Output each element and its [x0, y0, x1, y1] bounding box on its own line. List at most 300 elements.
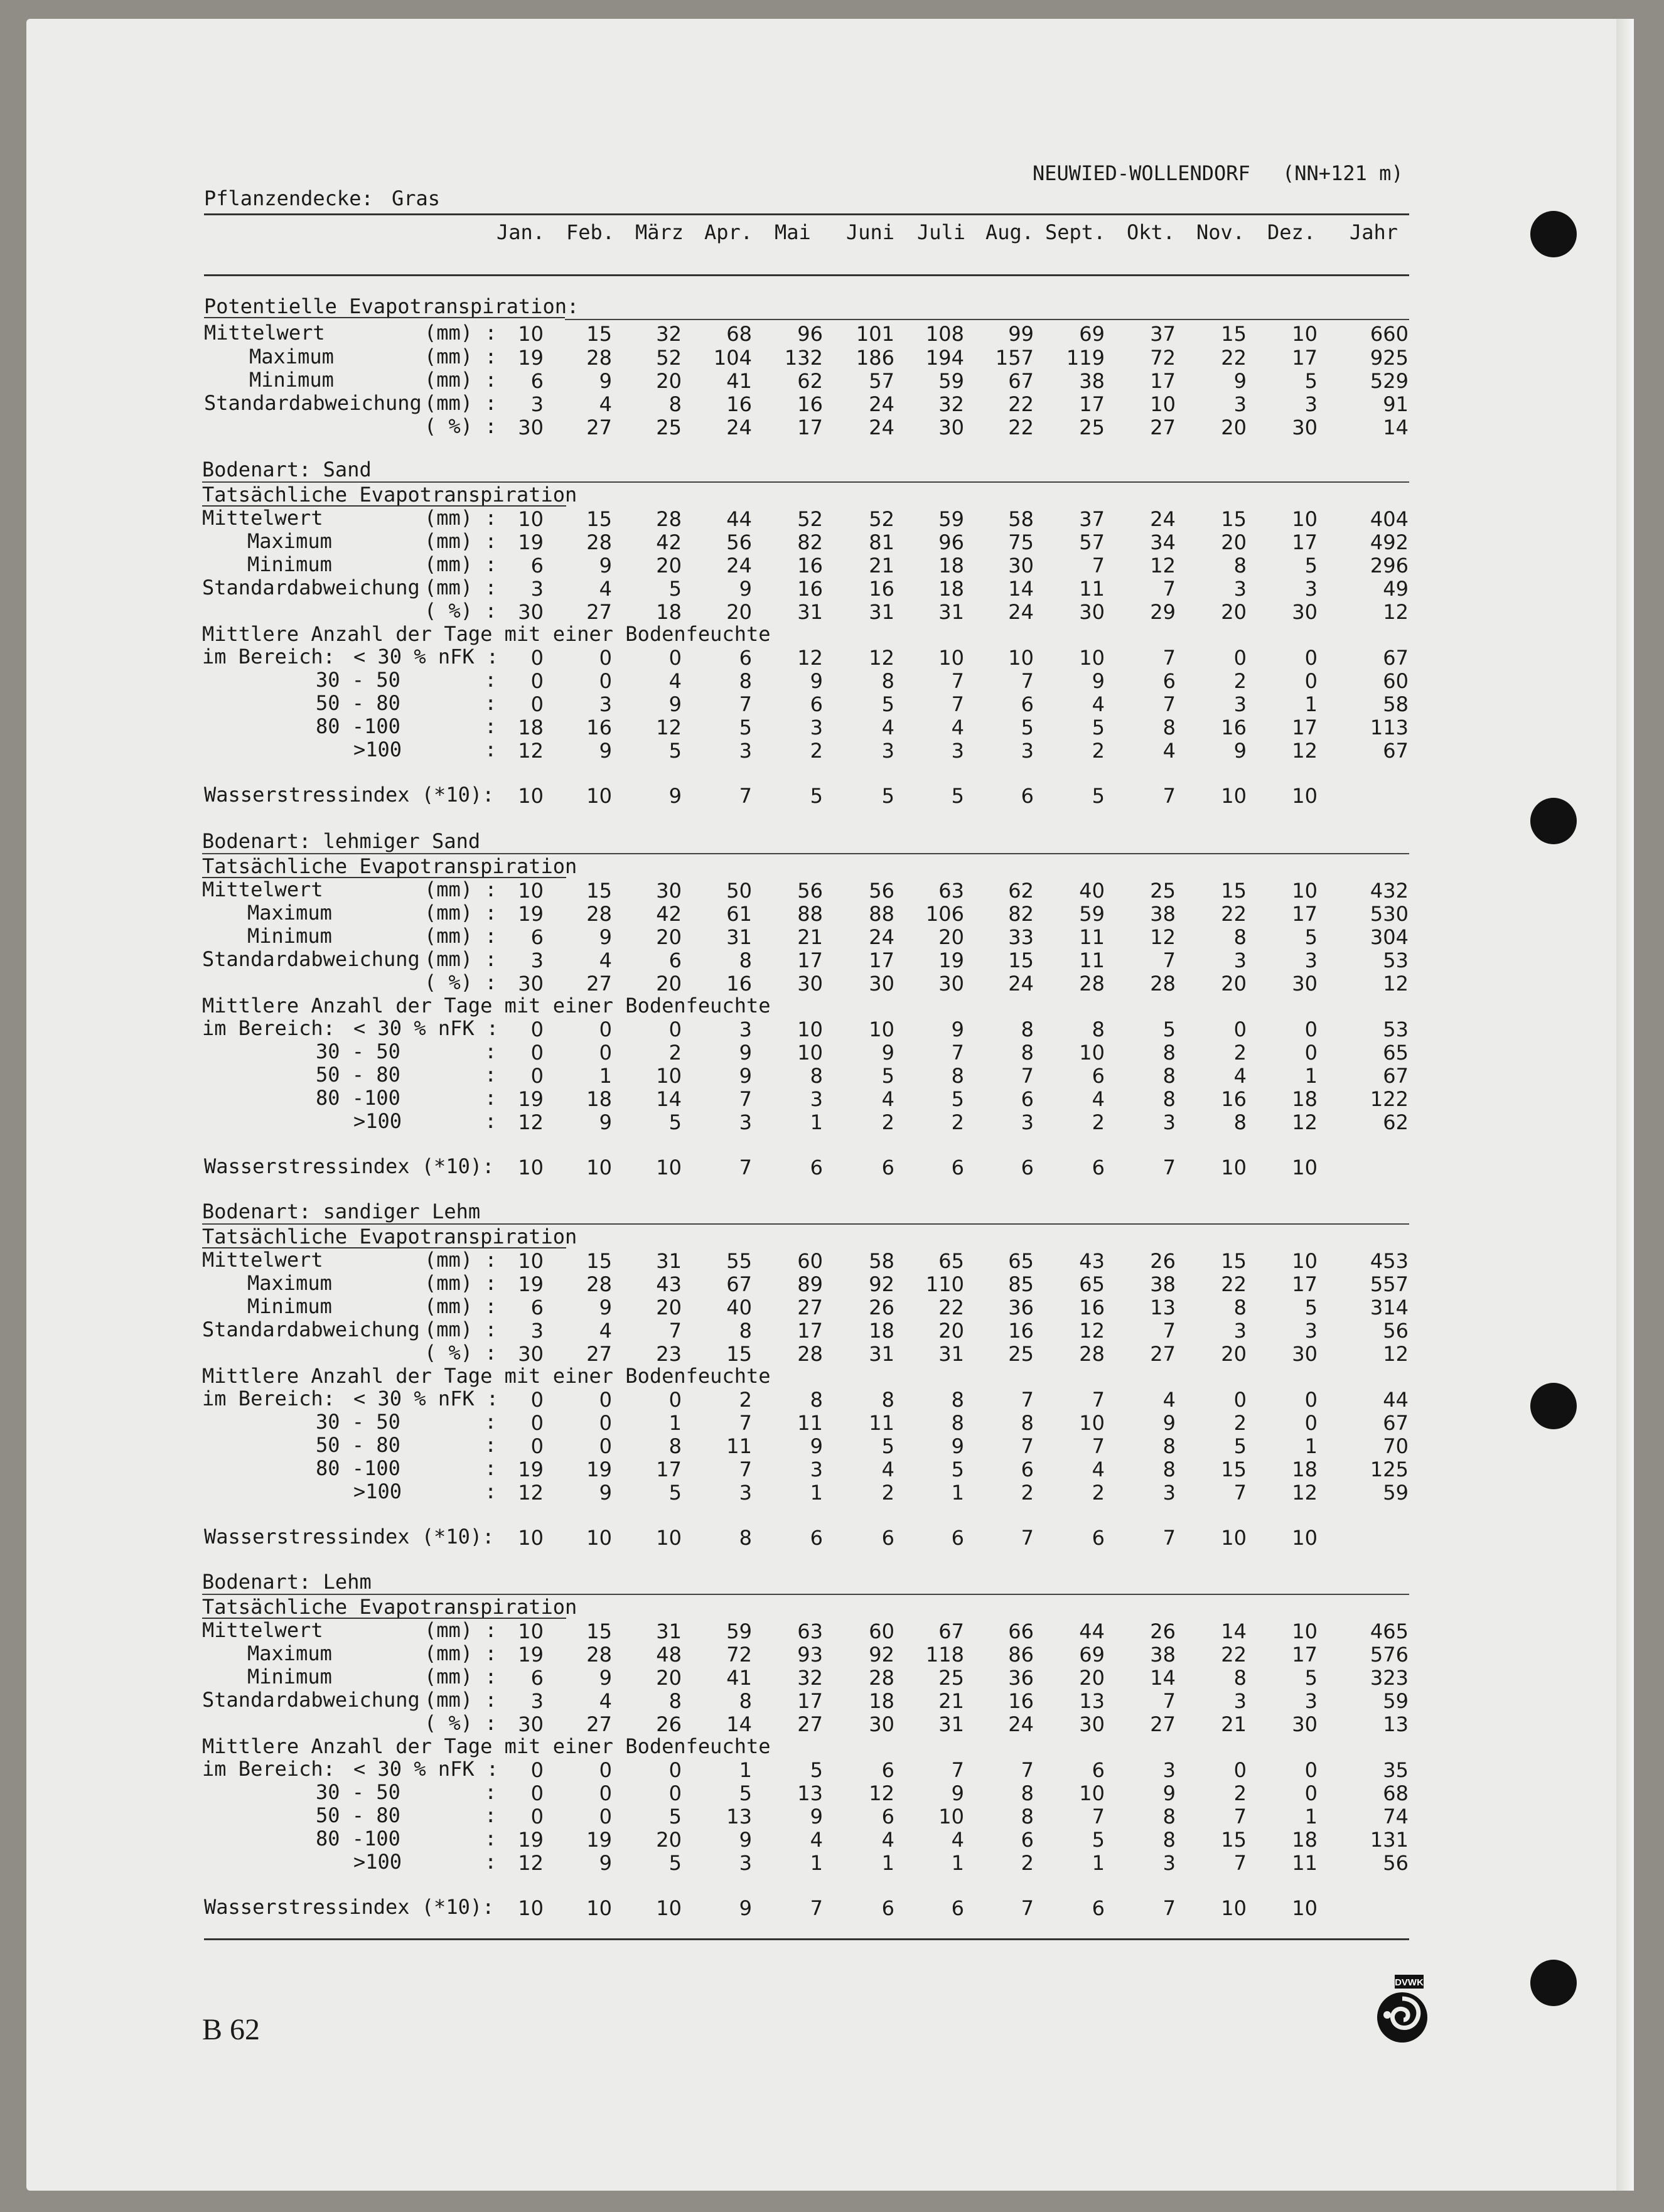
data-cell: 8: [1162, 1828, 1176, 1852]
data-cell: 3: [530, 1319, 544, 1343]
data-cell: 58: [1383, 692, 1409, 716]
data-cell: 10: [938, 646, 964, 670]
data-cell: 465: [1370, 1619, 1409, 1643]
range-label: < 30 % nFK :: [353, 1757, 499, 1781]
days-heading: Mittlere Anzahl der Tage mit einer Bodenfeuchte: [202, 1364, 771, 1388]
range-label: 80 -100: [316, 714, 400, 738]
data-cell: 0: [1233, 1017, 1247, 1041]
data-cell: 9: [599, 1481, 612, 1505]
data-cell: 7: [739, 1458, 752, 1481]
data-cell: 89: [797, 1272, 823, 1296]
data-cell: 10: [1079, 646, 1105, 670]
data-cell: 4: [599, 1319, 612, 1343]
row-unit: (mm) :: [424, 947, 497, 971]
data-cell: 1: [951, 1851, 964, 1875]
data-cell: 27: [1150, 1712, 1176, 1736]
data-cell: 9: [1162, 1411, 1176, 1435]
actual-heading: Tatsächliche Evapotranspiration: [202, 854, 577, 878]
colon-separator: :: [485, 691, 497, 715]
data-cell: 3: [1304, 1689, 1318, 1713]
data-cell: 0: [1304, 1017, 1318, 1041]
row-unit: (mm) :: [424, 576, 497, 599]
data-cell: 8: [1162, 716, 1176, 739]
punch-hole-2: [1530, 798, 1577, 844]
range-label: >100: [353, 1109, 402, 1133]
month-header: März: [635, 220, 684, 244]
colon-separator: :: [485, 1410, 497, 1434]
data-cell: 56: [797, 879, 823, 903]
data-cell: 20: [938, 925, 964, 949]
data-cell: 16: [1221, 716, 1247, 739]
stress-cell: 6: [951, 1896, 964, 1920]
data-cell: 27: [797, 1296, 823, 1319]
data-cell: 0: [668, 1017, 682, 1041]
data-cell: 19: [518, 1458, 544, 1481]
data-cell: 5: [810, 1758, 823, 1782]
data-cell: 24: [726, 416, 752, 439]
stress-cell: 7: [1021, 1896, 1034, 1920]
row-unit: (mm) :: [424, 552, 497, 576]
stress-cell: 7: [1162, 1156, 1176, 1179]
colon-separator: :: [485, 1456, 497, 1480]
row-label: Mittelwert: [202, 1618, 323, 1642]
data-cell: 63: [797, 1619, 823, 1643]
data-cell: 30: [656, 879, 682, 903]
row-label: Maximum: [247, 901, 332, 925]
data-cell: 0: [668, 1388, 682, 1412]
data-cell: 32: [656, 322, 682, 346]
data-cell: 25: [656, 416, 682, 439]
data-cell: 557: [1370, 1272, 1409, 1296]
data-cell: 11: [1079, 948, 1105, 972]
data-cell: 7: [739, 1087, 752, 1111]
data-cell: 5: [668, 739, 682, 763]
data-cell: 7: [1233, 1481, 1247, 1505]
data-cell: 13: [797, 1781, 823, 1805]
data-cell: 82: [1008, 902, 1034, 926]
data-cell: 5: [668, 577, 682, 601]
data-cell: 9: [881, 1041, 894, 1065]
data-cell: 6: [881, 1805, 894, 1828]
data-cell: 0: [668, 1758, 682, 1782]
data-cell: 7: [951, 1758, 964, 1782]
data-cell: 10: [1292, 1619, 1318, 1643]
data-cell: 16: [586, 716, 612, 739]
data-cell: 19: [518, 1087, 544, 1111]
stress-cell: 6: [1021, 1156, 1034, 1179]
data-cell: 20: [938, 1319, 964, 1343]
data-cell: 65: [1079, 1272, 1105, 1296]
data-cell: 3: [1021, 739, 1034, 763]
stress-cell: 10: [1292, 1156, 1318, 1179]
stress-cell: 10: [1292, 784, 1318, 808]
row-label: Mittelwert: [202, 878, 323, 901]
data-cell: 10: [518, 322, 544, 346]
month-header: Apr.: [704, 220, 753, 244]
data-cell: 5: [881, 1064, 894, 1088]
section-heading: Potentielle Evapotranspiration:: [204, 294, 579, 318]
data-cell: 4: [668, 669, 682, 693]
stress-label: Wasserstressindex (*10):: [204, 1525, 495, 1549]
data-cell: 7: [1021, 1758, 1034, 1782]
cover-label: Pflanzendecke:: [204, 186, 373, 210]
range-label: 80 -100: [316, 1827, 400, 1850]
data-cell: 20: [656, 1296, 682, 1319]
data-cell: 8: [1162, 1434, 1176, 1458]
data-cell: 9: [739, 577, 752, 601]
data-cell: 24: [1008, 972, 1034, 996]
data-cell: 28: [1079, 972, 1105, 996]
row-unit: ( %) :: [424, 970, 497, 994]
month-header: Juli: [917, 220, 966, 244]
data-cell: 67: [1383, 1411, 1409, 1435]
data-cell: 10: [1292, 507, 1318, 531]
data-cell: 304: [1370, 925, 1409, 949]
data-cell: 24: [1150, 507, 1176, 531]
colon-separator: :: [485, 668, 497, 692]
data-cell: 10: [518, 1619, 544, 1643]
data-cell: 38: [1150, 902, 1176, 926]
data-cell: 38: [1079, 369, 1105, 393]
data-cell: 9: [668, 692, 682, 716]
stress-cell: 10: [518, 1896, 544, 1920]
data-cell: 0: [599, 1388, 612, 1412]
data-cell: 2: [881, 1110, 894, 1134]
data-cell: 529: [1370, 369, 1409, 393]
data-cell: 157: [995, 346, 1034, 370]
data-cell: 13: [1079, 1689, 1105, 1713]
data-cell: 9: [599, 925, 612, 949]
data-cell: 0: [530, 1758, 544, 1782]
row-label: Maximum: [247, 1271, 332, 1295]
month-header: Sept.: [1045, 220, 1106, 244]
data-cell: 10: [797, 1041, 823, 1065]
data-cell: 12: [518, 1481, 544, 1505]
data-cell: 14: [656, 1087, 682, 1111]
data-cell: 0: [530, 646, 544, 670]
data-cell: 11: [1079, 925, 1105, 949]
data-cell: 2: [739, 1388, 752, 1412]
data-cell: 0: [530, 1805, 544, 1828]
stress-cell: 6: [881, 1156, 894, 1179]
data-cell: 56: [1383, 1851, 1409, 1875]
data-cell: 30: [518, 972, 544, 996]
data-cell: 9: [739, 1041, 752, 1065]
data-cell: 27: [586, 1712, 612, 1736]
data-cell: 2: [881, 1481, 894, 1505]
range-prefix: im Bereich:: [202, 1387, 335, 1410]
stress-label: Wasserstressindex (*10):: [204, 1895, 495, 1919]
data-cell: 6: [1162, 669, 1176, 693]
data-cell: 20: [1221, 416, 1247, 439]
data-cell: 70: [1383, 1434, 1409, 1458]
data-cell: 19: [518, 1643, 544, 1667]
data-cell: 925: [1370, 346, 1409, 370]
data-cell: 8: [1162, 1064, 1176, 1088]
station-name: NEUWIED-WOLLENDORF: [1033, 161, 1250, 185]
data-cell: 3: [739, 1851, 752, 1875]
data-cell: 57: [1079, 530, 1105, 554]
data-cell: 10: [518, 879, 544, 903]
data-cell: 7: [1162, 948, 1176, 972]
row-label: Standardabweichung: [202, 947, 420, 971]
data-cell: 0: [599, 669, 612, 693]
data-cell: 2: [1233, 1411, 1247, 1435]
data-cell: 56: [726, 530, 752, 554]
data-cell: 194: [925, 346, 964, 370]
data-cell: 19: [586, 1828, 612, 1852]
month-header: Jan.: [497, 220, 545, 244]
range-label: 30 - 50: [316, 1780, 400, 1804]
data-cell: 30: [1292, 1712, 1318, 1736]
stress-cell: 10: [1221, 1156, 1247, 1179]
data-cell: 12: [869, 1781, 894, 1805]
month-header: Dez.: [1267, 220, 1316, 244]
data-cell: 5: [1304, 369, 1318, 393]
punch-hole-4: [1530, 1960, 1577, 2006]
range-prefix: im Bereich:: [202, 1016, 335, 1040]
colon-separator: :: [485, 1063, 497, 1087]
colon-separator: :: [485, 1479, 497, 1503]
data-cell: 9: [599, 554, 612, 577]
data-cell: 10: [1008, 646, 1034, 670]
data-cell: 15: [586, 1619, 612, 1643]
data-cell: 65: [1383, 1041, 1409, 1065]
data-cell: 9: [951, 1781, 964, 1805]
data-cell: 6: [1021, 1087, 1034, 1111]
data-cell: 8: [1021, 1041, 1034, 1065]
data-cell: 52: [869, 507, 894, 531]
data-cell: 17: [797, 1689, 823, 1713]
data-cell: 0: [599, 1411, 612, 1435]
data-cell: 62: [797, 369, 823, 393]
colon-separator: :: [485, 1827, 497, 1850]
data-cell: 3: [951, 739, 964, 763]
data-cell: 8: [1162, 1087, 1176, 1111]
data-cell: 1: [1304, 1805, 1318, 1828]
data-cell: 88: [869, 902, 894, 926]
data-cell: 113: [1370, 716, 1409, 739]
row-unit: (mm) :: [424, 1294, 497, 1318]
data-cell: 5: [1021, 716, 1034, 739]
data-cell: 48: [656, 1643, 682, 1667]
data-cell: 0: [1233, 1388, 1247, 1412]
data-cell: 0: [668, 1781, 682, 1805]
data-cell: 10: [1079, 1041, 1105, 1065]
data-cell: 108: [925, 322, 964, 346]
stress-label: Wasserstressindex (*10):: [204, 783, 495, 807]
data-cell: 8: [1233, 1666, 1247, 1690]
data-cell: 28: [586, 902, 612, 926]
data-cell: 0: [530, 669, 544, 693]
month-header: Okt.: [1127, 220, 1176, 244]
data-cell: 4: [599, 577, 612, 601]
data-cell: 20: [1221, 1342, 1247, 1366]
data-cell: 20: [726, 600, 752, 624]
data-cell: 17: [797, 416, 823, 439]
data-cell: 17: [1150, 369, 1176, 393]
data-cell: 6: [530, 1296, 544, 1319]
footer-rule: [204, 1938, 1409, 1940]
data-cell: 8: [810, 1388, 823, 1412]
data-cell: 2: [1021, 1481, 1034, 1505]
data-cell: 16: [797, 577, 823, 601]
data-cell: 36: [1008, 1296, 1034, 1319]
data-cell: 8: [1233, 554, 1247, 577]
data-cell: 31: [938, 1712, 964, 1736]
data-cell: 8: [739, 1319, 752, 1343]
data-cell: 27: [797, 1712, 823, 1736]
data-cell: 12: [518, 1110, 544, 1134]
data-cell: 65: [1008, 1249, 1034, 1273]
data-cell: 0: [1304, 669, 1318, 693]
data-cell: 323: [1370, 1666, 1409, 1690]
data-cell: 296: [1370, 554, 1409, 577]
data-cell: 3: [739, 1481, 752, 1505]
data-cell: 24: [869, 416, 894, 439]
colon-separator: :: [485, 1039, 497, 1063]
data-cell: 11: [726, 1434, 752, 1458]
data-cell: 50: [726, 879, 752, 903]
data-cell: 0: [668, 646, 682, 670]
data-cell: 68: [726, 322, 752, 346]
data-cell: 30: [1292, 972, 1318, 996]
data-cell: 1: [810, 1481, 823, 1505]
data-cell: 453: [1370, 1249, 1409, 1273]
svg-text:DVWK: DVWK: [1395, 1977, 1424, 1988]
data-cell: 5: [951, 1087, 964, 1111]
data-cell: 6: [530, 369, 544, 393]
soil-title: Bodenart: lehmiger Sand: [202, 829, 481, 853]
data-cell: 53: [1383, 1017, 1409, 1041]
data-cell: 27: [586, 416, 612, 439]
row-unit: (mm) :: [424, 529, 497, 553]
stress-cell: 6: [951, 1156, 964, 1179]
data-cell: 28: [586, 346, 612, 370]
data-cell: 3: [1233, 577, 1247, 601]
row-label: Minimum: [247, 924, 332, 948]
data-cell: 30: [938, 416, 964, 439]
data-cell: 59: [938, 369, 964, 393]
data-cell: 27: [1150, 416, 1176, 439]
data-cell: 9: [739, 1064, 752, 1088]
data-cell: 74: [1383, 1805, 1409, 1828]
data-cell: 30: [869, 972, 894, 996]
stress-cell: 10: [586, 1896, 612, 1920]
row-unit: (mm) :: [424, 321, 497, 345]
data-cell: 92: [869, 1272, 894, 1296]
colon-separator: :: [485, 1780, 497, 1804]
data-cell: 59: [938, 507, 964, 531]
data-cell: 72: [1150, 346, 1176, 370]
data-cell: 5: [1304, 1296, 1318, 1319]
data-cell: 492: [1370, 530, 1409, 554]
data-cell: 0: [599, 1434, 612, 1458]
data-cell: 12: [518, 1851, 544, 1875]
data-cell: 6: [1021, 692, 1034, 716]
row-label: Minimum: [247, 552, 332, 576]
data-cell: 8: [881, 1388, 894, 1412]
data-cell: 8: [1021, 1017, 1034, 1041]
data-cell: 11: [869, 1411, 894, 1435]
data-cell: 52: [656, 346, 682, 370]
data-cell: 18: [869, 1689, 894, 1713]
data-cell: 6: [530, 1666, 544, 1690]
range-label: 30 - 50: [316, 1410, 400, 1434]
data-cell: 0: [530, 1017, 544, 1041]
data-cell: 12: [1292, 1110, 1318, 1134]
data-cell: 93: [797, 1643, 823, 1667]
data-cell: 3: [1021, 1110, 1034, 1134]
data-cell: 576: [1370, 1643, 1409, 1667]
data-cell: 26: [1150, 1619, 1176, 1643]
month-header: Nov.: [1196, 220, 1245, 244]
data-cell: 0: [530, 1388, 544, 1412]
data-cell: 12: [1150, 554, 1176, 577]
row-unit: (mm) :: [424, 924, 497, 948]
data-cell: 10: [518, 507, 544, 531]
data-cell: 10: [518, 1249, 544, 1273]
data-cell: 7: [1021, 669, 1034, 693]
data-cell: 2: [1233, 1041, 1247, 1065]
data-cell: 2: [668, 1041, 682, 1065]
data-cell: 6: [530, 554, 544, 577]
data-cell: 9: [1092, 669, 1105, 693]
data-cell: 8: [668, 1434, 682, 1458]
data-cell: 7: [1162, 1689, 1176, 1713]
data-cell: 0: [599, 646, 612, 670]
data-cell: 404: [1370, 507, 1409, 531]
month-header: Aug.: [985, 220, 1034, 244]
data-cell: 5: [1304, 554, 1318, 577]
data-cell: 3: [810, 1458, 823, 1481]
data-cell: 10: [656, 1064, 682, 1088]
data-cell: 0: [530, 1781, 544, 1805]
dvwk-logo: [1372, 1971, 1435, 2046]
data-cell: 82: [797, 530, 823, 554]
data-cell: 4: [951, 1828, 964, 1852]
data-cell: 62: [1008, 879, 1034, 903]
data-cell: 6: [1092, 1758, 1105, 1782]
data-cell: 5: [739, 1781, 752, 1805]
stress-cell: 10: [1292, 1526, 1318, 1550]
stress-cell: 5: [810, 784, 823, 808]
data-cell: 42: [656, 530, 682, 554]
data-cell: 15: [586, 507, 612, 531]
data-cell: 30: [938, 972, 964, 996]
data-cell: 5: [668, 1110, 682, 1134]
data-cell: 22: [938, 1296, 964, 1319]
data-cell: 6: [530, 925, 544, 949]
stress-cell: 10: [656, 1156, 682, 1179]
data-cell: 30: [1079, 600, 1105, 624]
data-cell: 1: [1304, 1434, 1318, 1458]
stress-cell: 5: [1092, 784, 1105, 808]
data-cell: 0: [599, 1041, 612, 1065]
stress-cell: 7: [739, 1156, 752, 1179]
data-cell: 3: [1304, 392, 1318, 416]
data-cell: 60: [1383, 669, 1409, 693]
data-cell: 16: [797, 392, 823, 416]
actual-heading: Tatsächliche Evapotranspiration: [202, 1595, 577, 1619]
data-cell: 8: [1162, 1458, 1176, 1481]
data-cell: 22: [1221, 1643, 1247, 1667]
stress-cell: 10: [586, 1526, 612, 1550]
data-cell: 19: [518, 1828, 544, 1852]
colon-separator: :: [485, 1109, 497, 1133]
data-cell: 0: [599, 1017, 612, 1041]
data-cell: 30: [1292, 600, 1318, 624]
